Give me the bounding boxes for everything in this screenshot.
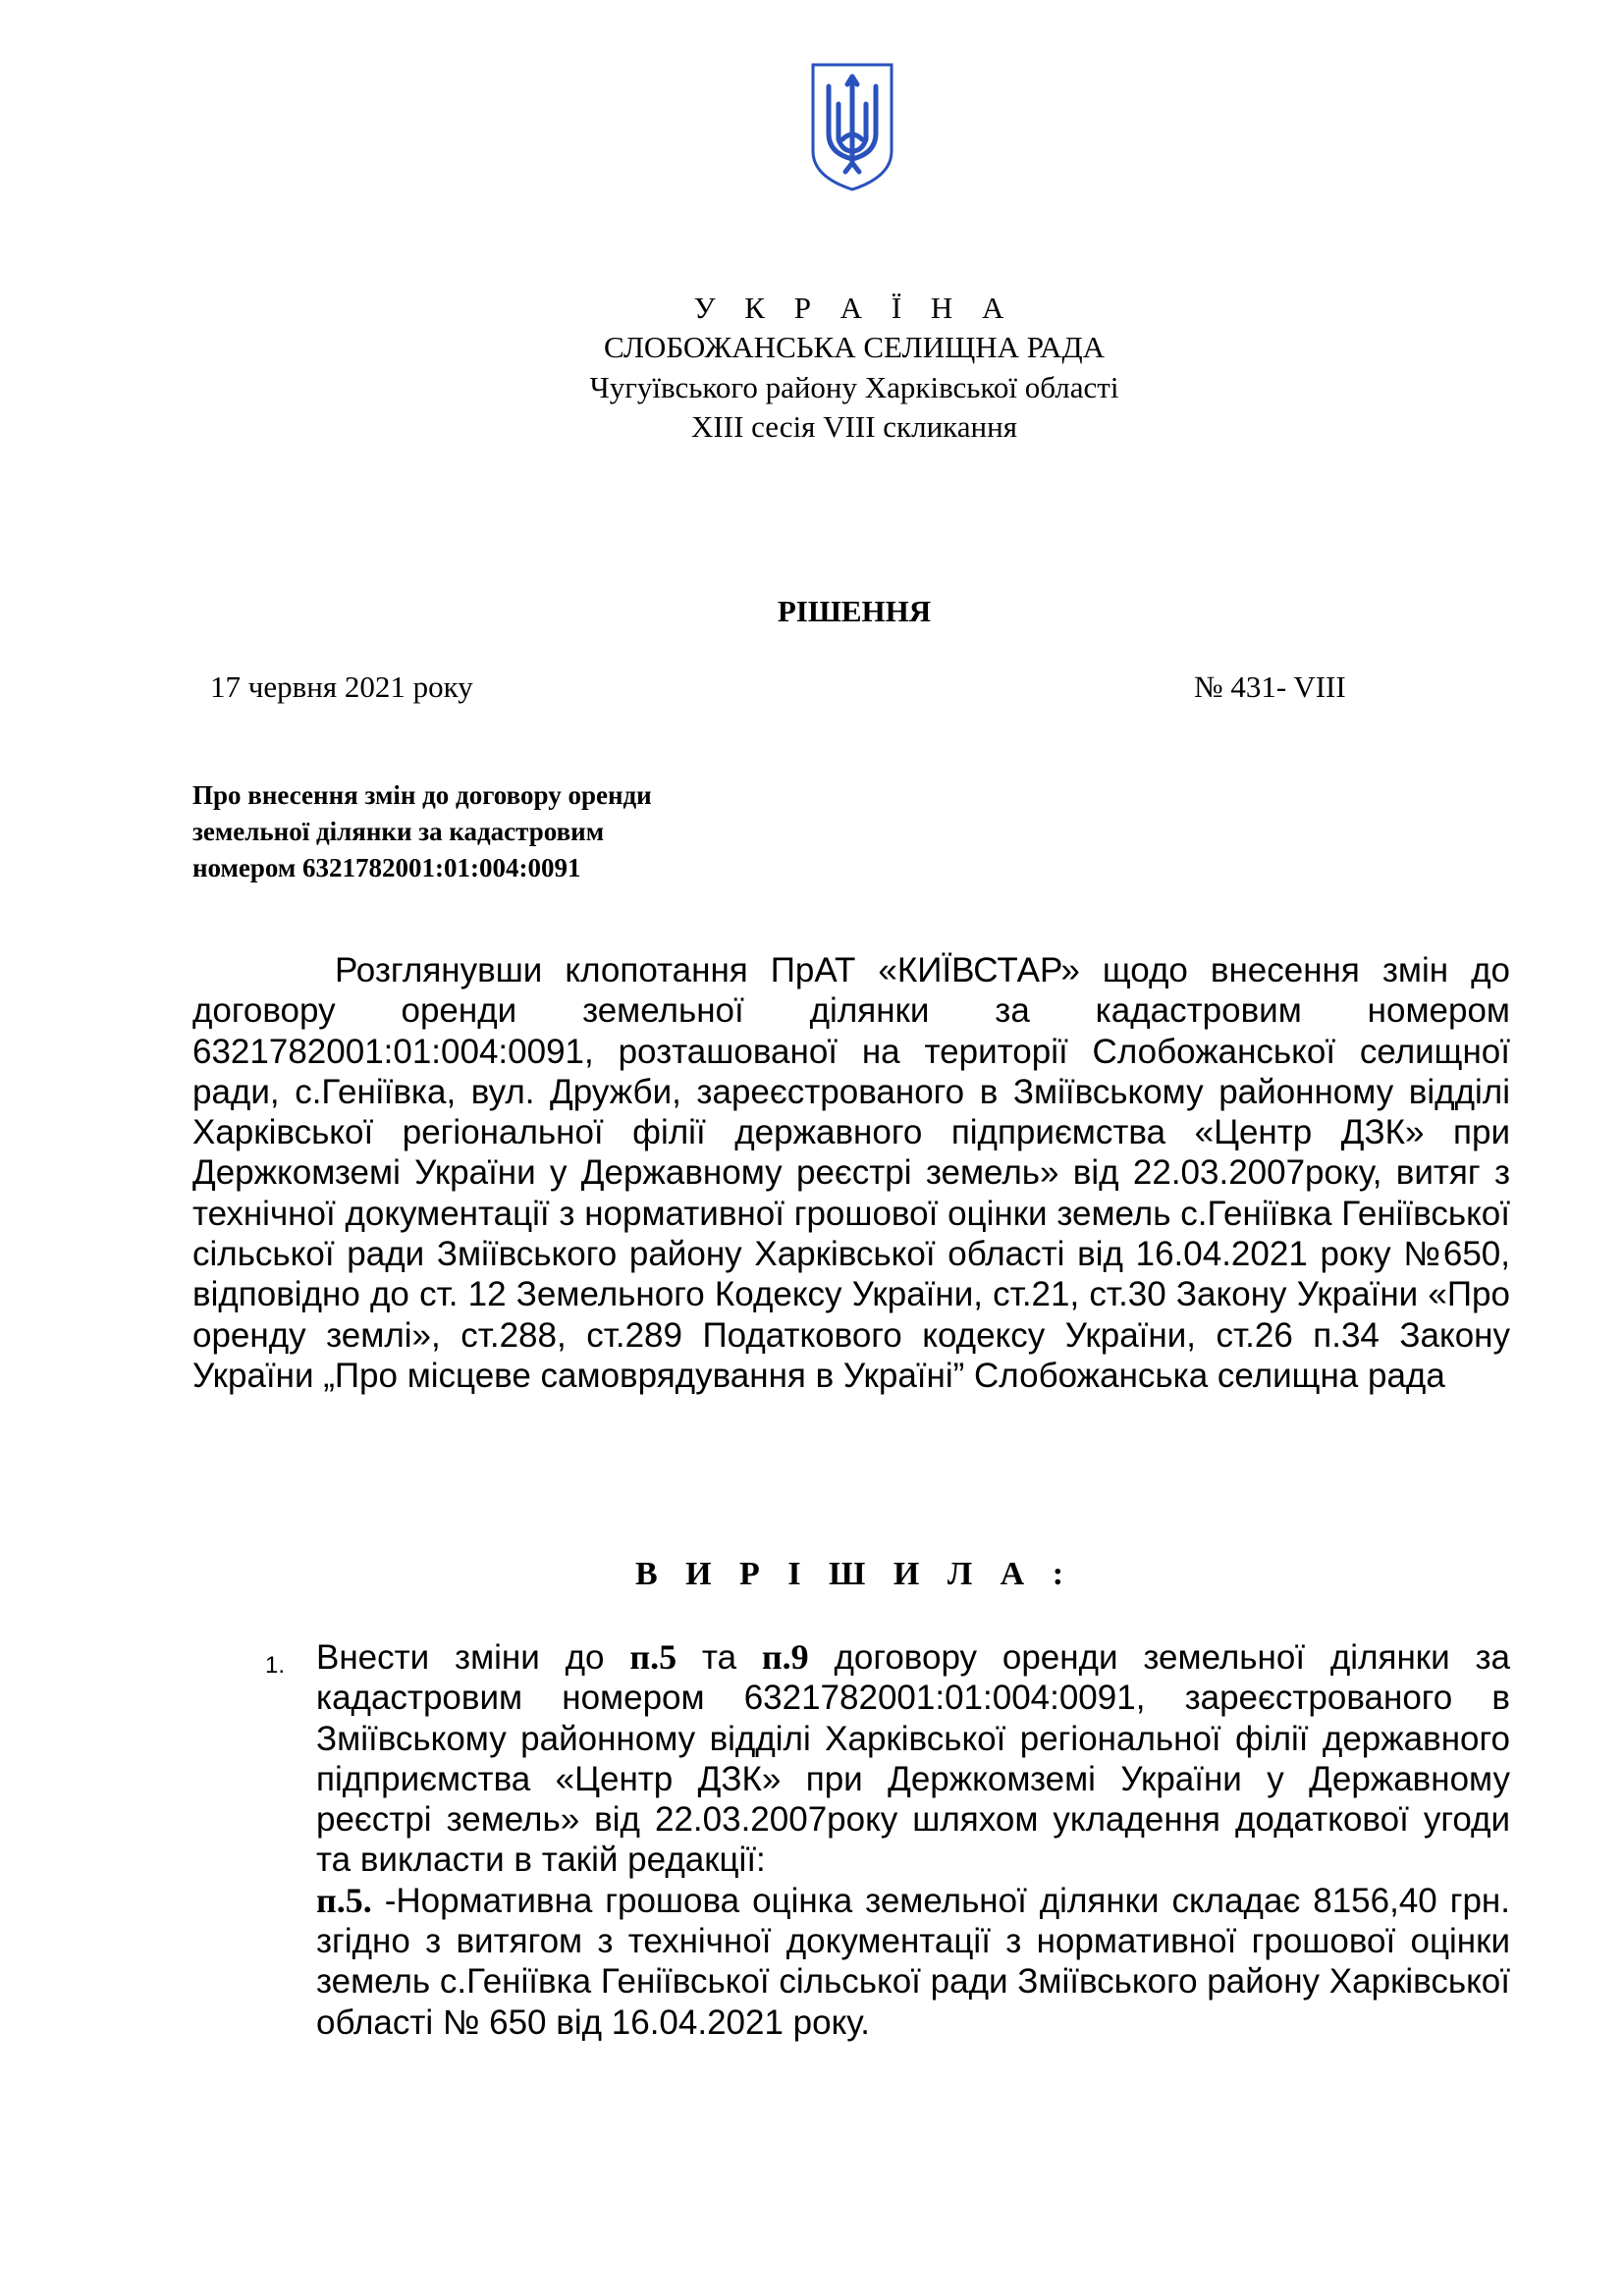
subject-line: Про внесення змін до договору оренди: [192, 780, 652, 810]
subject-line: номером 6321782001:01:004:0091: [192, 853, 581, 882]
decision-heading: В И Р І Ш И Л А :: [634, 1556, 1074, 1592]
decision-item: [265, 1637, 1510, 2043]
preamble-paragraph: Розглянувши клопотання ПрАТ «КИЇВСТАР» щодо внесення змін до договору оренди земельної ділянки за кадастровим номером 6321782001:01:004:0091, розташованої на території Слобожанської селищної ради, с.Геніївка, вул. Дружби, зареєстрованого в Зміївському районному відділі Харківської регіональної філії державного підприємства «Центр ДЗК» при Держкомземі України у Державному реєстрі земель» від 22.03.2007року, витяг з технічної документації з нормативної грошової оцінки земель с.Геніївка Геніївської сільської ради Зміївського району Харківської області від 16.04.2021 року №650, відповідно до ст. 12 Земельного Кодексу України, ст.21, ст.30 Закону України «Про оренду землі», ст.288, ст.289 Податкового кодексу України, ст.26 п.34 Закону України „Про місцеве самоврядування в Україні” Слобожанська селищна рада: [192, 951, 1510, 1395]
clause-reference: п.5: [629, 1637, 677, 1677]
document-title: РІШЕННЯ: [777, 594, 932, 628]
header-council: СЛОБОЖАНСЬКА СЕЛИЩНА РАДА: [604, 330, 1105, 364]
item-text-part: Внести зміни до: [316, 1638, 630, 1677]
clause-text: -Нормативна грошова оцінка земельної ділянки складає 8156,40 грн. згідно з витягом з технічної документації з нормативної грошової оцінки земель с.Геніївка Геніївської сільської ради Зміївського району Харківської області № 650 від 16.04.2021 року.: [316, 1881, 1510, 2042]
item-text-part: договору оренди земельної ділянки за кадастровим номером 6321782001:01:004:0091, зареєстрованого в Зміївському районному відділі Харківської регіональної філії державного підприємства «Центр ДЗК» при Держкомземі України у Державному реєстрі земель» від 22.03.2007року шляхом укладення додаткової угоди та викласти в такій редакції:: [316, 1638, 1510, 1880]
item-text-part: та: [677, 1638, 762, 1677]
document-date: 17 червня 2021 року: [210, 669, 473, 704]
clause-reference: п.9: [761, 1637, 809, 1677]
document-subject: [192, 777, 821, 886]
document-number: № 431- VIII: [1194, 669, 1346, 704]
header-country: У К Р А Ї Н А: [693, 291, 1015, 325]
header-district: Чугуївського району Харківської області: [589, 370, 1119, 404]
clause-paragraph: [316, 1881, 1510, 2043]
item-number: 1.: [265, 1652, 286, 1679]
item-text: [316, 1637, 1510, 1881]
subject-line: земельної ділянки за кадастровим: [192, 817, 605, 846]
clause-label: п.5.: [316, 1880, 372, 1920]
header-session: XIII сесія VIII скликання: [691, 409, 1017, 444]
coat-of-arms-icon: [809, 61, 895, 193]
